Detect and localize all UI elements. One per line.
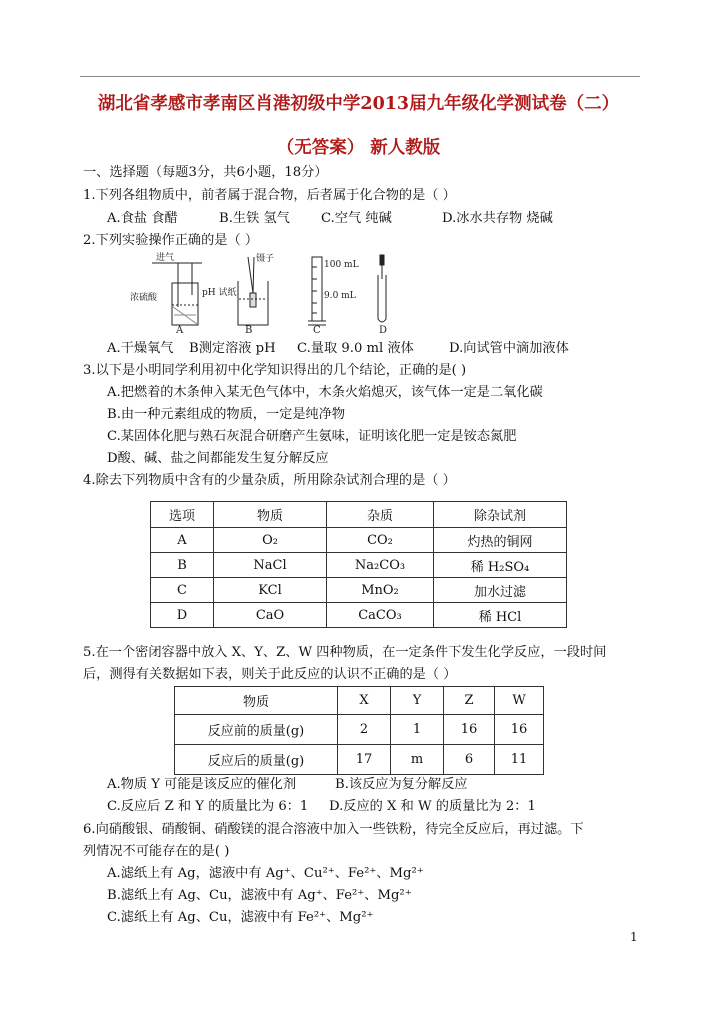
- table-header-row: [151, 502, 567, 528]
- section-heading: 一、选择题（每题3分，共6小题，18分）: [83, 165, 328, 180]
- table-row: [175, 745, 544, 775]
- label-c: C: [313, 325, 321, 336]
- table-cell: A: [151, 528, 214, 553]
- table-cell: CaCO₃: [327, 603, 434, 628]
- label-9ml: 9.0 mL: [324, 291, 356, 301]
- table-cell: 17: [338, 745, 391, 775]
- q2-option-b: B测定溶液 pH: [189, 341, 276, 356]
- q5-stem-line2: 后，测得有关数据如下表，则关于此反应的认识不正确的是（ ）: [83, 667, 457, 682]
- q1-option-d: D.冰水共存物 烧碱: [442, 211, 553, 226]
- label-inlet: 进气: [156, 253, 175, 263]
- table-cell: 反应后的质量(g): [175, 745, 338, 775]
- table-header: 物质: [214, 502, 327, 528]
- table-cell: 1: [391, 715, 444, 745]
- table-row: [151, 578, 567, 603]
- q2-options: [107, 339, 569, 359]
- q5-options-row1: [107, 775, 468, 795]
- q6-option-c: C.滤纸上有 Ag、Cu，滤液中有 Fe²⁺、Mg²⁺: [107, 910, 374, 925]
- q1-options: [107, 209, 553, 229]
- q6-stem-line1: 6.向硝酸银、硝酸铜、硝酸镁的混合溶液中加入一些铁粉，待完全反应后，再过滤。下: [83, 822, 584, 837]
- q1-option-c: C.空气 纯碱: [321, 211, 392, 226]
- q3-option-a: A.把燃着的木条伸入某无色气体中，木条火焰熄灭，该气体一定是二氧化碳: [107, 385, 543, 400]
- page-title: 湖北省孝感市孝南区肖港初级中学2013届九年级化学测试卷（二）: [97, 94, 620, 114]
- q3-option-b: B.由一种元素组成的物质，一定是纯净物: [107, 407, 346, 422]
- apparatus-d-test-tube: [378, 255, 386, 322]
- table-header: 杂质: [327, 502, 434, 528]
- q6-option-a: A.滤纸上有 Ag，滤液中有 Ag⁺、Cu²⁺、Fe²⁺、Mg²⁺: [107, 866, 424, 881]
- label-a: A: [176, 325, 184, 336]
- table-header: 物质: [175, 687, 338, 715]
- q2-option-c: C.量取 9.0 ml 液体: [297, 341, 414, 356]
- apparatus-a-drying-bottle: [152, 263, 202, 325]
- table-header-row: [175, 687, 544, 715]
- q1-option-a: A.食盐 食醋: [107, 211, 178, 226]
- q5-options-row2: [107, 797, 536, 817]
- q5-table: [174, 686, 544, 775]
- table-cell: 16: [444, 715, 495, 745]
- table-cell: D: [151, 603, 214, 628]
- q4-stem: 4.除去下列物质中含有的少量杂质，所用除杂试剂合理的是（ ）: [83, 473, 456, 488]
- table-row: [175, 715, 544, 745]
- q3-option-d: D酸、碱、盐之间都能发生复分解反应: [107, 451, 329, 466]
- table-cell: 灼热的铜网: [434, 528, 567, 553]
- table-row: [151, 528, 567, 553]
- table-cell: m: [391, 745, 444, 775]
- q5-option-d: D.反应的 X 和 W 的质量比为 2：1: [329, 799, 536, 814]
- label-100ml: 100 mL: [324, 260, 359, 270]
- table-header: 除杂试剂: [434, 502, 567, 528]
- page-number: 1: [630, 930, 638, 944]
- table-row: [151, 553, 567, 578]
- table-row: [151, 603, 567, 628]
- table-cell: 2: [338, 715, 391, 745]
- table-cell: 11: [495, 745, 544, 775]
- q2-apparatus-figure: [130, 253, 410, 336]
- table-cell: CO₂: [327, 528, 434, 553]
- q5-option-c: C.反应后 Z 和 Y 的质量比为 6：1: [107, 799, 309, 814]
- table-cell: KCl: [214, 578, 327, 603]
- q2-option-a: A.干燥氧气: [107, 341, 174, 356]
- q5-option-b: B.该反应为复分解反应: [335, 777, 468, 792]
- table-cell: 6: [444, 745, 495, 775]
- apparatus-b-ph-test: [238, 257, 268, 325]
- table-cell: NaCl: [214, 553, 327, 578]
- q2-option-d: D.向试管中滴加液体: [449, 341, 569, 356]
- table-cell: C: [151, 578, 214, 603]
- q5-option-a: A.物质 Y 可能是该反应的催化剂: [107, 777, 297, 792]
- q6-stem-line2: 列情况不可能存在的是( ): [83, 844, 230, 859]
- label-b: B: [245, 325, 253, 336]
- table-cell: 稀 H₂SO₄: [434, 553, 567, 578]
- q1-stem: 1.下列各组物质中，前者属于混合物，后者属于化合物的是（ ）: [83, 188, 456, 203]
- table-header: 选项: [151, 502, 214, 528]
- table-header: W: [495, 687, 544, 715]
- q3-option-c: C.某固体化肥与熟石灰混合研磨产生氨味，证明该化肥一定是铵态氮肥: [107, 429, 517, 444]
- table-cell: O₂: [214, 528, 327, 553]
- table-cell: 加水过滤: [434, 578, 567, 603]
- q6-option-b: B.滤纸上有 Ag、Cu，滤液中有 Ag⁺、Fe²⁺、Mg²⁺: [107, 888, 412, 903]
- table-cell: 16: [495, 715, 544, 745]
- table-cell: Na₂CO₃: [327, 553, 434, 578]
- q5-stem-line1: 5.在一个密闭容器中放入 X、Y、Z、W 四种物质，在一定条件下发生化学反应，一段时间: [83, 645, 607, 660]
- q3-stem: 3.以下是小明同学利用初中化学知识得出的几个结论，正确的是( ): [83, 363, 467, 378]
- label-d: D: [379, 325, 388, 336]
- q4-table: [150, 501, 567, 628]
- table-header: Y: [391, 687, 444, 715]
- header-rule: [80, 76, 640, 77]
- page-subtitle: （无答案） 新人教版: [276, 138, 441, 158]
- label-ph-paper: pH 试纸: [202, 288, 237, 298]
- table-cell: MnO₂: [327, 578, 434, 603]
- table-cell: 反应前的质量(g): [175, 715, 338, 745]
- q1-option-b: B.生铁 氢气: [219, 211, 290, 226]
- table-cell: 稀 HCl: [434, 603, 567, 628]
- label-tweezers: 镊子: [256, 254, 275, 264]
- q2-stem: 2.下列实验操作正确的是（ ）: [83, 233, 259, 248]
- table-header: X: [338, 687, 391, 715]
- label-acid: 浓硫酸: [130, 293, 158, 303]
- table-header: Z: [444, 687, 495, 715]
- table-cell: B: [151, 553, 214, 578]
- table-cell: CaO: [214, 603, 327, 628]
